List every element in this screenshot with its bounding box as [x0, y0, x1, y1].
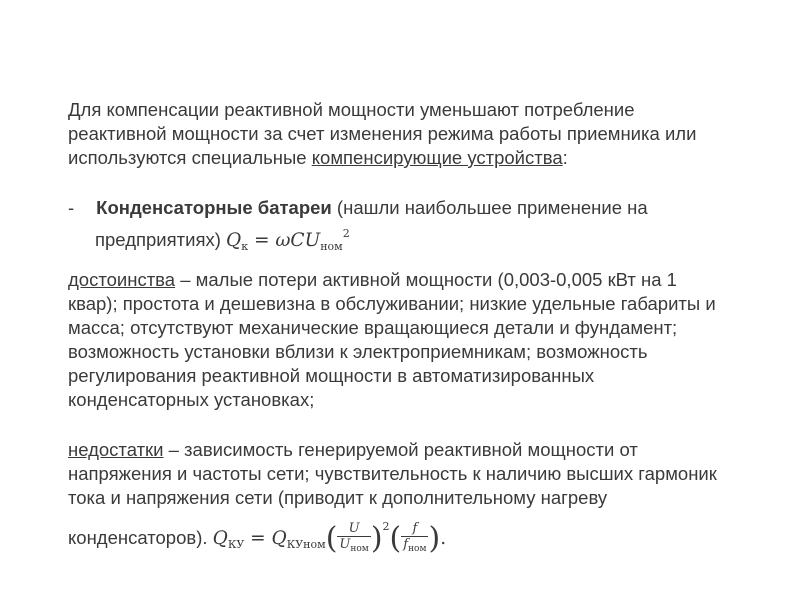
disadvantages-line-3: тока и напряжения сети (приводит к дополнительному нагреву [68, 487, 608, 508]
intro-line-1: Для компенсации реактивной мощности уменьшают потребление [68, 99, 635, 120]
advantages-line-5: регулирования реактивной мощности в автоматизированных [68, 365, 595, 386]
advantages-label: достоинства [68, 269, 176, 290]
intro-line-3-suffix: : [562, 147, 568, 168]
disadvantages-text-4: конденсаторов). [68, 527, 213, 548]
disadvantages-line-4 [68, 512, 768, 560]
advantages-line-3: масса; отсутствуют механические вращающиеся детали и фундамент; [68, 317, 678, 338]
frequency-ratio: $\frac{f}{f_{ном}}$ [403, 521, 427, 554]
bullet-text-2: предприятиях) [95, 229, 227, 250]
advantages-line-2: квар); простота и дешевизна в обслуживании; низкие удельные габариты и [68, 293, 716, 314]
intro-line-2: реактивной мощности за счет изменения режима работы приемника или [68, 123, 697, 144]
intro-line-3 [68, 146, 768, 170]
compensation-power-formula: $Q_{КУ} = Q_{КУном}$( $\frac{U}{U_{ном}}$ )$^2$( $\frac{f}{f_{ном}}$ ). [212, 520, 447, 556]
advantages-line-6: конденсаторных установках; [68, 389, 315, 410]
intro-line-3-prefix: используются специальные [68, 147, 312, 168]
bullet-title: Конденсаторные батареи [96, 197, 332, 218]
advantages-line-1 [68, 268, 768, 292]
advantages-text-1: – малые потери активной мощности (0,003-0,005 кВт на 1 [175, 269, 677, 290]
bullet-text-1: (нашли наибольшее применение на [331, 197, 648, 218]
compensating-devices-link: компенсирующие устройства [311, 147, 563, 168]
advantages-line-4: возможность установки вблизи к электроприемникам; возможность [68, 341, 648, 362]
disadvantages-line-2: напряжения и частоты сети; чувствительность к наличию высших гармоник [68, 463, 717, 484]
bullet-line-2 [95, 222, 795, 259]
disadvantages-label: недостатки [68, 439, 164, 460]
capacitor-power-formula: $Q_к = \omega CU_{ном}^2$ [226, 227, 350, 253]
bullet-line-1 [68, 196, 768, 220]
voltage-ratio: $\frac{U}{U_{ном}}$ [339, 521, 369, 554]
disadvantages-text-1: – зависимость генерируемой реактивной мощности от [163, 439, 638, 460]
disadvantages-line-1 [68, 438, 768, 462]
bullet-dash: - [68, 197, 75, 218]
